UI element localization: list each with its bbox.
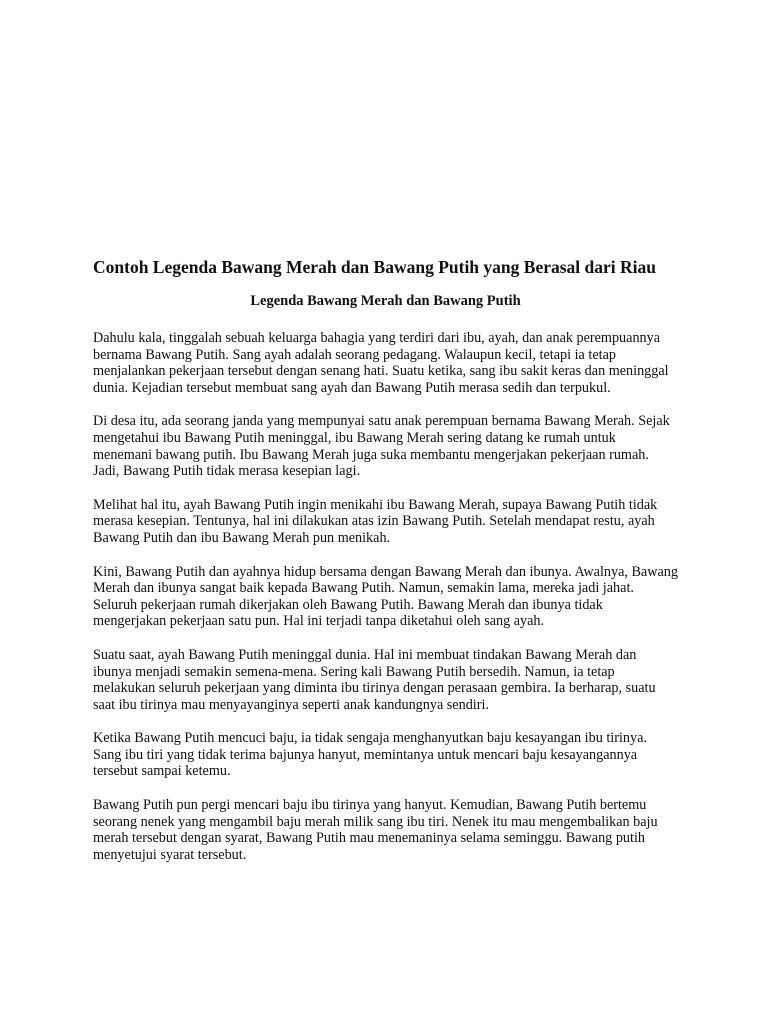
paragraph-7: Bawang Putih pun pergi mencari baju ibu tirinya yang hanyut. Kemudian, Bawang Putih bertemu seorang nenek yang mengambil baju merah milik sang ibu tiri. Nenek itu mau mengembalikan baju merah tersebut dengan syarat, Bawang Putih mau menemaninya selama seminggu. Bawang putih menyetujui syarat tersebut.	[93, 797, 658, 863]
document-subtitle: Legenda Bawang Merah dan Bawang Putih	[250, 293, 521, 309]
paragraph-4: Kini, Bawang Putih dan ayahnya hidup bersama dengan Bawang Merah dan ibunya. Awalnya, Bawang Merah dan ibunya sangat baik kepada Bawang Putih. Namun, semakin lama, mereka jadi jahat. Seluruh pekerjaan rumah dikerjakan oleh Bawang Putih. Bawang Merah dan ibunya tidak mengerjakan pekerjaan satu pun. Hal ini terjadi tanpa diketahui oleh sang ayah.	[93, 563, 678, 630]
document-title: Contoh Legenda Bawang Merah dan Bawang Putih yang Berasal dari Riau	[93, 257, 656, 277]
paragraph-2: Di desa itu, ada seorang janda yang mempunyai satu anak perempuan bernama Bawang Merah. Sejak mengetahui ibu Bawang Putih meninggal, ibu Bawang Merah sering datang ke rumah untuk menemani bawang putih. Ibu Bawang Merah juga suka membantu mengerjakan pekerjaan rumah. Jadi, Bawang Putih tidak merasa kesepian lagi.	[93, 413, 670, 480]
paragraph-3: Melihat hal itu, ayah Bawang Putih ingin menikahi ibu Bawang Merah, supaya Bawang Putih tidak merasa kesepian. Tentunya, hal ini dilakukan atas izin Bawang Putih. Setelah mendapat restu, ayah Bawang Putih dan ibu Bawang Merah pun menikah.	[93, 496, 658, 546]
paragraph-1: Dahulu kala, tinggalah sebuah keluarga bahagia yang terdiri dari ibu, ayah, dan anak perempuannya bernama Bawang Putih. Sang ayah adalah seorang pedagang. Walaupun kecil, tetapi ia tetap menjalankan pekerjaan tersebut dengan senang hati. Suatu ketika, sang ibu sakit keras dan meninggal dunia. Kejadian tersebut membuat sang ayah dan Bawang Putih merasa sedih dan terpukul.	[93, 330, 669, 396]
document-content	[93, 256, 678, 863]
paragraph-6: Ketika Bawang Putih mencuci baju, ia tidak sengaja menghanyutkan baju kesayangan ibu tirinya. Sang ibu tiri yang tidak terima bajunya hanyut, memintanya untuk mencari baju kesayangannya tersebut sampai ketemu.	[93, 730, 647, 780]
paragraph-5: Suatu saat, ayah Bawang Putih meninggal dunia. Hal ini membuat tindakan Bawang Merah dan ibunya menjadi semakin semena-mena. Sering kali Bawang Putih bersedih. Namun, ia tetap melakukan seluruh pekerjaan yang diminta ibu tirinya dengan perasaan gembira. Ia berharap, suatu saat ibu tirinya mau menyayanginya seperti anak kandungnya sendiri.	[93, 646, 656, 713]
